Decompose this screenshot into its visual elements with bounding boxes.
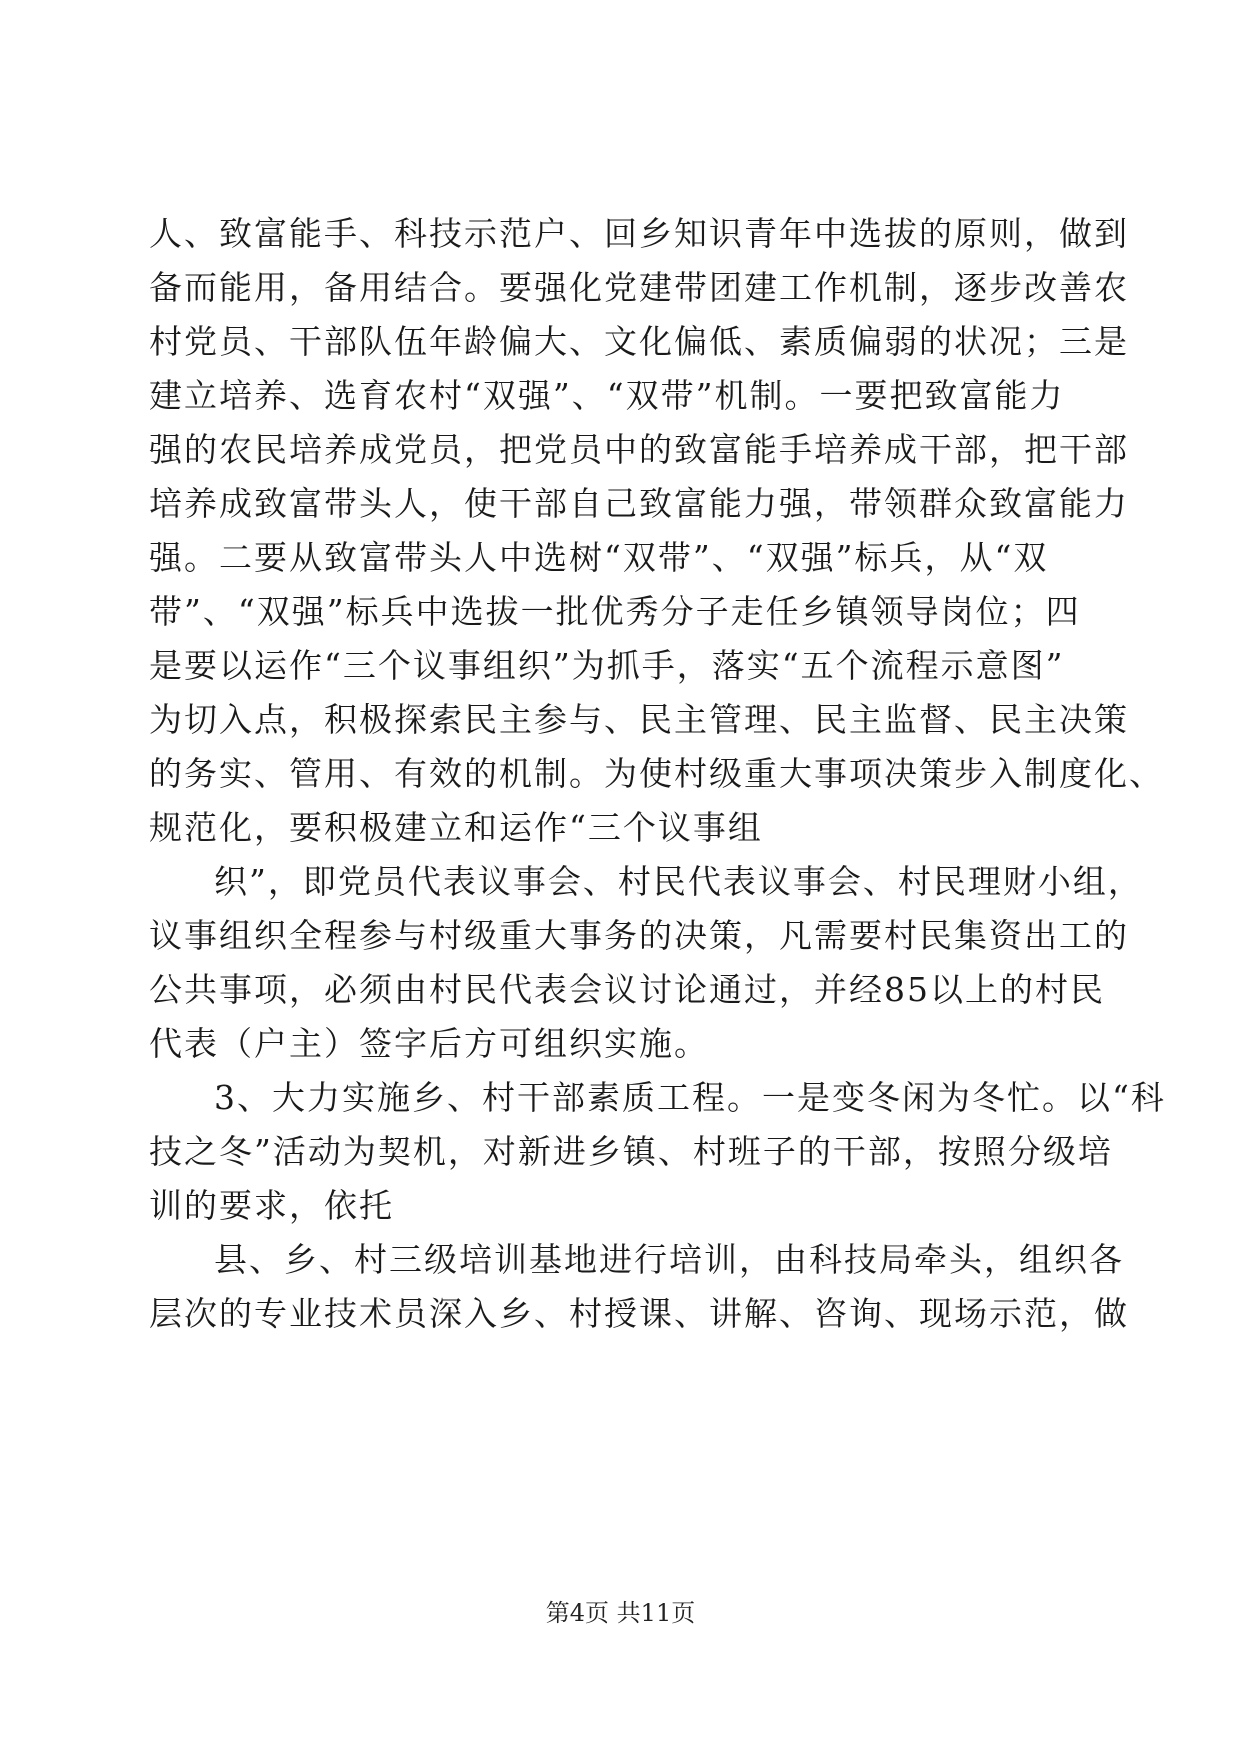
- text-line: 培养成致富带头人，使干部自己致富能力强，带领群众致富能力: [149, 484, 1129, 523]
- text-line: 规范化，要积极建立和运作“三个议事组: [149, 808, 763, 847]
- text-line: 的务实、管用、有效的机制。为使村级重大事项决策步入制度化、: [149, 754, 1164, 793]
- text-line: 备而能用，备用结合。要强化党建带团建工作机制，逐步改善农: [149, 268, 1129, 307]
- text-line: 训的要求，依托: [149, 1186, 394, 1225]
- text-line: 3、大力实施乡、村干部素质工程。一是变冬闲为冬忙。以“科: [214, 1078, 1166, 1117]
- text-line: 人、致富能手、科技示范户、回乡知识青年中选拔的原则，做到: [149, 214, 1129, 253]
- text-line: 为切入点，积极探索民主参与、民主管理、民主监督、民主决策: [149, 700, 1129, 739]
- text-line: 带”、“双强”标兵中选拔一批优秀分子走任乡镇领导岗位；四: [149, 592, 1081, 631]
- text-line: 村党员、干部队伍年龄偏大、文化偏低、素质偏弱的状况；三是: [149, 322, 1129, 361]
- text-line: 县、乡、村三级培训基地进行培训，由科技局牵头，组织各: [214, 1240, 1124, 1279]
- page-number-footer: 第4页 共11页: [545, 1599, 696, 1627]
- text-line: 议事组织全程参与村级重大事务的决策，凡需要村民集资出工的: [149, 916, 1129, 955]
- text-line: 强。二要从致富带头人中选树“双带”、“双强”标兵，从“双: [149, 538, 1049, 577]
- text-line: 是要以运作“三个议事组织”为抓手，落实“五个流程示意图”: [149, 646, 1065, 685]
- text-line: 技之冬”活动为契机，对新进乡镇、村班子的干部，按照分级培: [149, 1132, 1113, 1171]
- text-line: 公共事项，必须由村民代表会议讨论通过，并经85以上的村民: [149, 970, 1105, 1009]
- text-line: 代表（户主）签字后方可组织实施。: [149, 1024, 709, 1063]
- text-line: 强的农民培养成党员，把党员中的致富能手培养成干部，把干部: [149, 430, 1129, 469]
- text-line: 建立培养、选育农村“双强”、“双带”机制。一要把致富能力: [149, 376, 1065, 415]
- text-line: 层次的专业技术员深入乡、村授课、讲解、咨询、现场示范，做: [149, 1294, 1129, 1333]
- text-line: 织”，即党员代表议事会、村民代表议事会、村民理财小组，: [214, 862, 1143, 901]
